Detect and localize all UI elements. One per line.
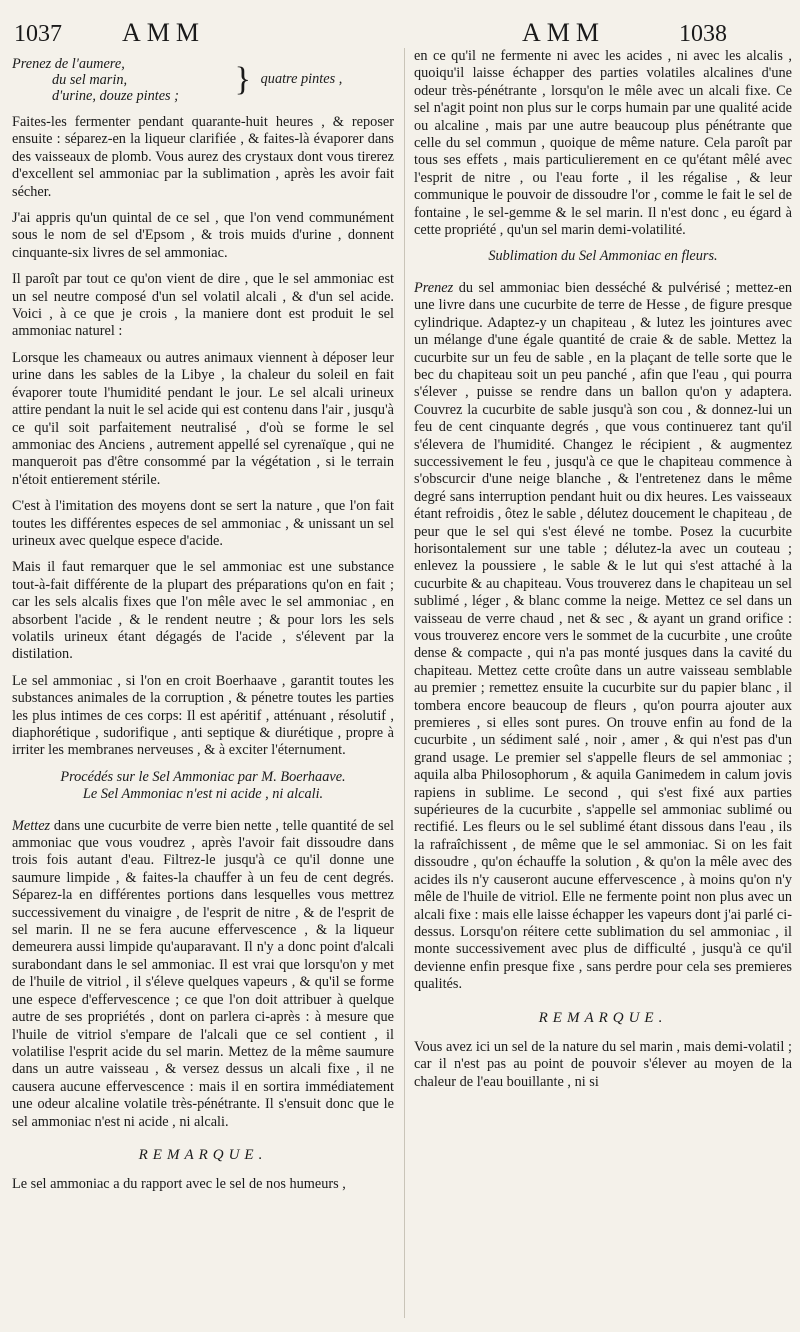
paragraph-text: du sel ammoniac bien desséché & pulvérisé ; mettez-en une livre dans une cucurbite de terre de Hesse , de figure presque cylindrique. Adaptez-y un chapiteau , & lutez les jointures avec un mélange d'une égale quantité de craie & de sable. Mettez la cucurbite sur un feu de sable , en la plaçant de telle sorte que le bec du chapiteau soit un peu panché , afin que l'eau , qui pourra s'élever , puisse se rendre dans un ballon qu'on y adaptera. Couvrez la cucurbite de sable jusqu'à son cou , & donnez-lui un feu de cent cinquante degrés , que vous continuerez tant qu'il s'élevera de l'humidité. Changez le récipient , & augmentez successivement le feu , jusqu'à ce que le chapiteau commence à s'obscurcir d'une neige blanche , & l'entretenez dans le même degré sans interruption pendant huit ou dix heures. Les vaisseaux étant refroidis , ôtez le sable , délutez doucement le chapiteau , de peur que le sel qui s'est élevé ne tombe. Posez la cucurbite horisontalement sur une table ; délutez-la avec un couteau ; enlevez la poussiere , le sable & le lut qui s'est attaché à la cucurbite & au chapiteau. Vous trouverez dans le chapiteau un sel sublimé , léger , & blanc comme la neige. Mettez ce sel dans un vaisseau de verre chaud , net & sec , & ayant un grand orifice : vous trouverez encore vers le sommet de la cucurbite , une croûte dense & compacte , qui n'a pas monté jusques dans la cavité du chapiteau. Mettez cette croûte dans un autre vaisseau semblable au premier ; remettez ensuite la cucurbite sur du papier blanc , il tombera encore beaucoup de fleurs , qu'on pourra ajouter aux premieres , si elles sont pures. On trouve enfin au fond de la cucurbite , un sédiment salé , noir , amer , & qui n'est pas d'un grand usage. Le premier sel s'appelle fleurs de sel ammoniac ; aquila alba Philosophorum , & aquila Ganimedem in calum jovis rapiens in sublime. Le second , qui s'est fixé aux parties supérieures de la cucurbite , s'appelle sel ammoniac sublimé ou rectifié. Les fleurs ou le sel sublimé étant dissous dans l'eau , ils la rafraîchissent , de même que le sel ammoniac. Si on les fait dissoudre , qu'on échauffe la solution , & qu'on la mêle avec des acides ils n'y causeront aucune effervescence , à moins qu'on n'y mêle de l'huile de vitriol. Elle ne fermente point non plus avec un alcali fixe : mais elle laisse échapper les vapeurs dont j'ai parlé ci-dessus. Lorsqu'on réitere cette sublimation du sel ammoniac , il monte successivement avec plus de difficulté , jusqu'à ce qu'il devienne enfin presque fixe , sans perdre pour cela ses premieres qualités.: [414, 279, 792, 993]
right-column: [414, 48, 792, 1100]
brace-glyph: }: [234, 61, 251, 98]
paragraph: Le sel ammoniac a du rapport avec le sel de nos humeurs ,: [12, 1176, 346, 1193]
recipe-quantity: quatre pintes ,: [260, 71, 343, 88]
remarque-heading: REMARQUE.: [538, 1009, 668, 1026]
ingredient-line: du sel marin,: [52, 72, 128, 88]
ingredient-line: d'urine, douze pintes ;: [52, 88, 179, 104]
lead-word: Prenez: [414, 279, 454, 296]
paragraph: Le sel ammoniac , si l'on en croit Boerhaave , garantit toutes les substances animales de la corruption , & pénetre toutes les parties les plus intimes de ces corps: Il est apéritif , atténuant , résolutif , diaphorétique , sudorifique , anti septique & diurétique , propre à irriter les membranes nerveuses , & à exciter l'éternument.: [12, 672, 394, 759]
page-number-left: 1037: [14, 21, 62, 47]
paragraph-text: dans une cucurbite de verre bien nette , telle quantité de sel ammoniac que vous voudrez , après l'avoir fait dissoudre dans trois fois autant d'eau. Filtrez-le jusqu'à ce qu'il donne une saumure limpide , & faites-la chauffer à un feu de cent degrés. Séparez-la en différentes portions dans lesquelles vous mettrez successivement du vinaigre , de l'esprit de nitre , & de l'esprit de sel marin. Il ne se fera aucune effervescence , & la liqueur demeurera aussi limpide qu'auparavant. Il n'y a donc point d'alcali surabondant dans le sel ammoniac. Il est vrai que lorsqu'on y met de l'huile de vitriol , il s'éleve quelques vapeurs , & qu'il se forme une espece d'effervescence ; ce que l'on doit attribuer à quelque autre de ses propriétés , dont on parlera ci-après : à mesure que l'huile de vitriol s'empare de l'alcali que ce sel contient , il volatilise l'esprit acide du sel marin. Mettez de la même saumure dans un autre vaisseau , & versez dessus un alcali fixe , il ne causera aucune effervescence : mais il en sortira immédiatement une odeur alcaline volatile très-pénétrante. Il s'ensuit donc que le sel ammoniac n'est ni acide , ni alcali.: [12, 817, 394, 1130]
ingredient-line: Prenez de l'aumere,: [12, 56, 125, 72]
paragraph: Vous avez ici un sel de la nature du sel marin , mais demi-volatil ; car il n'est pas au point de pouvoir s'élever au moyen de la chaleur de l'eau bouillante , ni si: [414, 1038, 792, 1090]
paragraph: [414, 280, 792, 994]
paragraph: Il paroît par tout ce qu'on vient de dire , que le sel ammoniac est un sel neutre composé d'un sel volatil alcali , & d'un sel acide. Voici , à ce que je crois , la maniere dont est produit le sel ammoniac naturel :: [12, 271, 394, 340]
paragraph: Lorsque les chameaux ou autres animaux viennent à déposer leur urine dans les sables de la Libye , la chaleur du soleil en fait évaporer toute l'humidité pendant le jour. Le sel alcali urineux attire pendant la nuit le sel acide qui est contenu dans l'air , jusqu'à ce qu'il soit parfaitement neutralisé , d'où se forme le sel ammoniac des Anciens , autrement appellé sel cyrenaïque , qui ne manqueroit pas d'être consommé par la végétation , si le terrain n'étoit entierement stérile.: [12, 349, 394, 488]
left-column: [12, 56, 394, 1203]
paragraph: en ce qu'il ne fermente ni avec les acides , ni avec les alcalis , quoiqu'il laisse échapper des parties volatiles alcalines d'une odeur très-pénétrante , lorsqu'on le mêle avec un alcali fixe. Ce sel n'agit point non plus sur le corps humain par une qualité acide ou alcaline , mais par une autre beaucoup plus pénétrante que celle du sel commun , quoique de même nature. Cela paroît par tous ses effets , mais particulierement en ce qu'étant mêlé avec l'esprit de nitre , ou l'eau forte , il les régalise , & leur communique le pouvoir de dissoudre l'or , comme le fait le sel de fontaine , le sel-gemme & le sel marin. Il n'est donc , eu égard à cette propriété , qu'un sel marin demi-volatilité.: [414, 48, 792, 239]
section-subtitle-line: Le Sel Ammoniac n'est ni acide , ni alcali.: [82, 786, 324, 803]
header-right: [522, 18, 727, 48]
paragraph: C'est à l'imitation des moyens dont se sert la nature , que l'on fait toutes les différentes especes de sel ammoniac , & unissant un sel urineux avec quelque espece d'acide.: [12, 498, 394, 549]
recipe-ingredients: [12, 56, 231, 104]
paragraph: Mais il faut remarquer que le sel ammoniac est une substance tout-à-fait différente de la plupart des préparations qu'on en fait ; car les sels alcalis fixes que l'on mêle avec le sel ammoniac , en absorbent l'acide , & le rendent neutre ; & pour lors les sels volatils urineux étant dégagés de l'acide , s'élevent par la distilation.: [12, 559, 394, 663]
header-left: [14, 18, 205, 48]
section-title: [12, 769, 394, 804]
headword-right: AMM: [522, 18, 606, 47]
paragraph: Faites-les fermenter pendant quarante-huit heures , & reposer ensuite : séparez-en la liqueur clarifiée , & faites-là évaporer dans des vaisseaux de plomb. Vous aurez des crystaux dont vous tirerez d'excellent sel ammoniac par la sublimation , après les avoir fait sécher.: [12, 114, 394, 200]
headword-left: AMM: [122, 18, 206, 47]
recipe-block: [12, 56, 394, 104]
paragraph: [12, 818, 394, 1131]
lead-word: Mettez: [12, 817, 51, 834]
section-title: Sublimation du Sel Ammoniac en fleurs.: [488, 248, 718, 265]
column-divider: [404, 48, 405, 1318]
remarque-heading: REMARQUE.: [138, 1146, 268, 1163]
page-number-right: 1038: [679, 21, 728, 47]
section-title-line: Procédés sur le Sel Ammoniac par M. Boerhaave.: [60, 768, 346, 785]
paragraph: J'ai appris qu'un quintal de ce sel , que l'on vend communément sous le nom de sel d'Epsom , & trois muids d'urine , donnent cinquante-six livres de sel ammoniac.: [12, 210, 394, 261]
